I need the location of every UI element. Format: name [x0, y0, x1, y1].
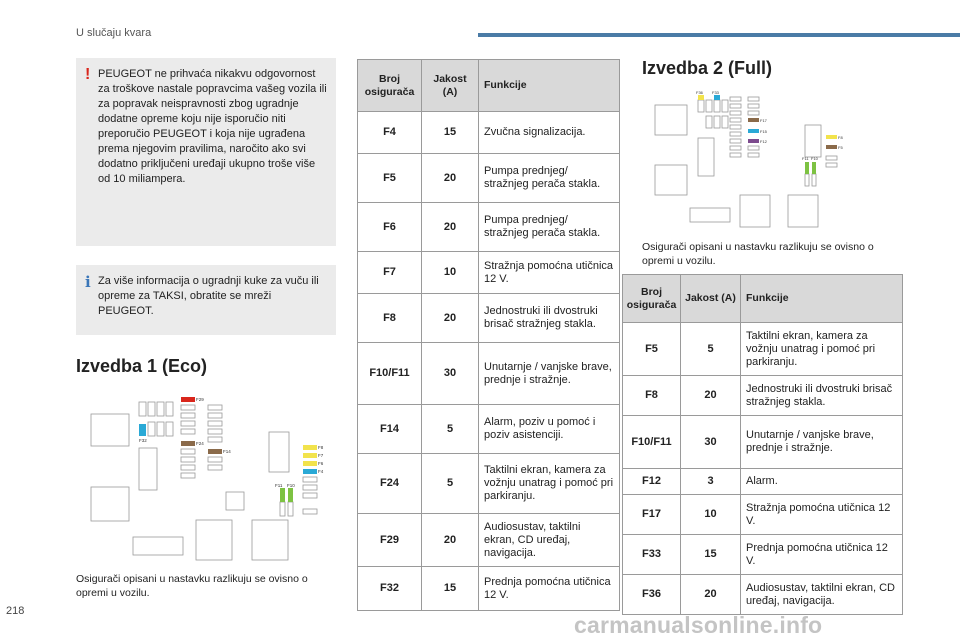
table-row [358, 405, 620, 454]
fuse-function-cell: Unutarnje / vanjske brave, prednje i stražnje. [479, 343, 620, 405]
diagram-label: F10 [811, 156, 818, 161]
fuse-f15 [748, 129, 759, 133]
table-row [358, 112, 620, 154]
page-number: 218 [6, 605, 25, 617]
table-header-row [358, 60, 620, 112]
fuse-function-cell: Audiosustav, taktilni ekran, CD uređaj, navigacija. [479, 514, 620, 567]
table-row [358, 454, 620, 514]
column-header-func: Funkcije [479, 60, 620, 112]
diagram-label: F11 [802, 156, 809, 161]
fuse-amperage-cell: 30 [422, 343, 479, 405]
fuse-f11 [805, 162, 809, 174]
table-header-row [623, 275, 903, 323]
fuse-amperage-cell: 3 [681, 469, 741, 495]
table-row [358, 203, 620, 252]
info-icon: i [85, 273, 91, 291]
diagram-label: F11 [275, 483, 283, 488]
fuse-amperage-cell: 5 [422, 405, 479, 454]
fuse-f29 [181, 397, 195, 402]
fuse-function-cell: Taktilni ekran, kamera za vožnju unatrag i pomoć pri parkiranju. [741, 323, 903, 376]
fuse-number-cell: F29 [358, 514, 422, 567]
table-row [358, 294, 620, 343]
fuse-function-cell: Taktilni ekran, kamera za vožnju unatrag i pomoć pri parkiranju. [479, 454, 620, 514]
page-header-title: U slučaju kvara [76, 27, 152, 39]
fuse-function-cell: Jednostruki ili dvostruki brisač stražnjeg stakla. [741, 376, 903, 416]
fuse-f11 [280, 488, 285, 502]
fuse-amperage-cell: 15 [681, 535, 741, 575]
table-row [358, 252, 620, 294]
fuse-amperage-cell: 15 [422, 112, 479, 154]
watermark: carmanualsonline.info [574, 612, 823, 638]
fuse-table-full [622, 274, 903, 615]
fuse-amperage-cell: 30 [681, 416, 741, 469]
diagram-label: F10 [287, 483, 295, 488]
fuse-amperage-cell: 5 [422, 454, 479, 514]
fuse-f4 [303, 469, 317, 474]
fuse-number-cell: F6 [358, 203, 422, 252]
fuse-number-cell: F5 [358, 154, 422, 203]
diagram-label: F5 [838, 145, 843, 150]
diagram-label: F14 [223, 449, 231, 454]
warning-note-text: PEUGEOT ne prihvaća nikakvu odgovornost za troškove nastale popravcima vašeg vozila ili za popravak neispravnosti zbog ugradnje dodatne opreme koju nije isporučio niti preporučio PEUGEOT i koja nije ugrađena prema njegovim pravilima, naročito ako svi dodatno priključeni uređaji ukupno troše više od 10 miliampera. [98, 68, 327, 185]
diagram-label: F17 [760, 118, 767, 123]
fuse-f10 [812, 162, 816, 174]
fuse-f8 [303, 445, 317, 450]
fuse-amperage-cell: 15 [422, 567, 479, 611]
fuse-number-cell: F10/F11 [358, 343, 422, 405]
info-note-text: Za više informacija o ugradnji kuke za vuču ili opreme za TAKSI, obratite se mreži PEUGEOT. [98, 275, 319, 317]
table-row [623, 323, 903, 376]
fuse-function-cell: Pumpa prednjeg/ stražnjeg perača stakla. [479, 203, 620, 252]
fuse-number-cell: F24 [358, 454, 422, 514]
diagram-label: F33 [712, 90, 719, 95]
fuse-amperage-cell: 20 [422, 514, 479, 567]
fuse-amperage-cell: 5 [681, 323, 741, 376]
warning-note [76, 58, 336, 246]
section-title-full: Izvedba 2 (Full) [642, 58, 773, 78]
fuse-f24 [181, 441, 195, 446]
caption-full: Osigurači opisani u nastavku razlikuju se ovisno o opremi u vozilu. [642, 241, 874, 267]
table-row [623, 495, 903, 535]
column-header-num: Broj osigurača [623, 275, 681, 323]
fuse-amperage-cell: 20 [422, 203, 479, 252]
diagram-label: F36 [696, 90, 703, 95]
table-row [623, 469, 903, 495]
fuse-function-cell: Zvučna signalizacija. [479, 112, 620, 154]
table-row [358, 514, 620, 567]
table-row [358, 567, 620, 611]
fuse-f8 [826, 135, 837, 139]
fuse-f7 [303, 453, 317, 458]
fuse-table-eco [357, 59, 620, 611]
diagram-label: F12 [760, 139, 767, 144]
fuse-number-cell: F4 [358, 112, 422, 154]
exclamation-icon: ! [85, 66, 91, 83]
table-row [623, 535, 903, 575]
diagram-label: F8 [838, 135, 843, 140]
fuse-number-cell: F12 [623, 469, 681, 495]
diagram-label: F24 [196, 441, 204, 446]
fuse-f17 [748, 118, 759, 122]
fuse-f10 [288, 488, 293, 502]
fuse-function-cell: Stražnja pomoćna utičnica 12 V. [479, 252, 620, 294]
fuse-amperage-cell: 10 [681, 495, 741, 535]
diagram-label: F6 [318, 461, 324, 466]
fuse-amperage-cell: 20 [681, 575, 741, 615]
fuse-number-cell: F17 [623, 495, 681, 535]
fuse-function-cell: Unutarnje / vanjske brave, prednje i stražnje. [741, 416, 903, 469]
fuse-f36 [698, 95, 704, 100]
fuse-amperage-cell: 20 [422, 294, 479, 343]
caption-eco: Osigurači opisani u nastavku razlikuju se ovisno o opremi u vozilu. [76, 573, 308, 599]
fuse-number-cell: F14 [358, 405, 422, 454]
diagram-label: F8 [318, 445, 324, 450]
table-row [358, 154, 620, 203]
fuse-number-cell: F10/F11 [623, 416, 681, 469]
fuse-number-cell: F36 [623, 575, 681, 615]
diagram-label: F7 [318, 453, 324, 458]
fuse-function-cell: Audiosustav, taktilni ekran, CD uređaj, navigacija. [741, 575, 903, 615]
fuse-number-cell: F7 [358, 252, 422, 294]
fuse-number-cell: F33 [623, 535, 681, 575]
fuse-function-cell: Prednja pomoćna utičnica 12 V. [479, 567, 620, 611]
column-header-amp: Jakost (A) [422, 60, 479, 112]
header-accent-bar [478, 33, 960, 37]
table-row [623, 575, 903, 615]
fuse-number-cell: F8 [623, 376, 681, 416]
table-row [358, 343, 620, 405]
fuse-function-cell: Jednostruki ili dvostruki brisač stražnjeg stakla. [479, 294, 620, 343]
table-row [623, 416, 903, 469]
fuse-function-cell: Stražnja pomoćna utičnica 12 V. [741, 495, 903, 535]
fuse-function-cell: Prednja pomoćna utičnica 12 V. [741, 535, 903, 575]
fuse-f5 [826, 145, 837, 149]
fuse-box-diagram-eco [86, 392, 326, 562]
fuse-f6 [303, 461, 317, 466]
fuse-function-cell: Alarm, poziv u pomoć i poziv asistenciji. [479, 405, 620, 454]
table-row [623, 376, 903, 416]
fuse-f33 [714, 95, 720, 100]
fuse-number-cell: F32 [358, 567, 422, 611]
column-header-num: Broj osigurača [358, 60, 422, 112]
fuse-number-cell: F5 [623, 323, 681, 376]
column-header-amp: Jakost (A) [681, 275, 741, 323]
fuse-amperage-cell: 20 [422, 154, 479, 203]
column-header-func: Funkcije [741, 275, 903, 323]
diagram-label: F32 [139, 438, 147, 443]
fuse-f32 [139, 424, 146, 436]
fuse-f14 [208, 449, 222, 454]
diagram-label: F4 [318, 469, 324, 474]
fuse-amperage-cell: 10 [422, 252, 479, 294]
fuse-function-cell: Pumpa prednjeg/ stražnjeg perača stakla. [479, 154, 620, 203]
fuse-box-diagram-full [650, 90, 850, 230]
fuse-amperage-cell: 20 [681, 376, 741, 416]
section-title-eco: Izvedba 1 (Eco) [76, 356, 208, 376]
info-note [76, 265, 336, 335]
fuse-f12 [748, 139, 759, 143]
fuse-number-cell: F8 [358, 294, 422, 343]
fuse-function-cell: Alarm. [741, 469, 903, 495]
diagram-label: F15 [760, 129, 767, 134]
diagram-label: F29 [196, 397, 204, 402]
